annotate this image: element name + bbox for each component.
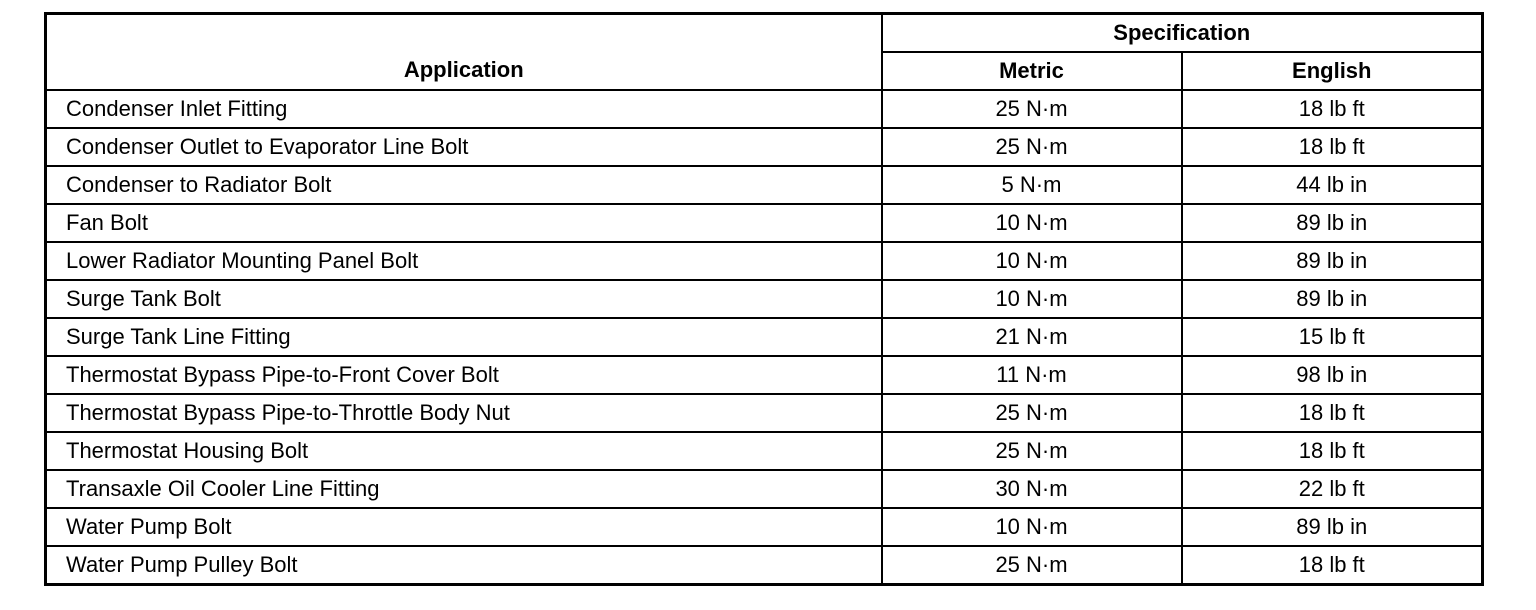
application-cell: Surge Tank Line Fitting <box>46 318 882 356</box>
metric-cell: 25 N·m <box>882 432 1182 470</box>
english-cell: 44 lb in <box>1182 166 1483 204</box>
english-cell: 18 lb ft <box>1182 546 1483 585</box>
english-cell: 89 lb in <box>1182 242 1483 280</box>
table-row <box>46 128 1483 166</box>
english-cell: 89 lb in <box>1182 204 1483 242</box>
metric-cell: 10 N·m <box>882 508 1182 546</box>
fastener-spec-table <box>44 12 1484 586</box>
table-row <box>46 508 1483 546</box>
english-cell: 15 lb ft <box>1182 318 1483 356</box>
metric-cell: 11 N·m <box>882 356 1182 394</box>
table-row <box>46 166 1483 204</box>
metric-cell: 25 N·m <box>882 90 1182 128</box>
table-row <box>46 242 1483 280</box>
english-cell: 22 lb ft <box>1182 470 1483 508</box>
table-row <box>46 394 1483 432</box>
metric-column-header: Metric <box>882 52 1182 90</box>
application-cell: Surge Tank Bolt <box>46 280 882 318</box>
table-row <box>46 204 1483 242</box>
english-cell: 18 lb ft <box>1182 394 1483 432</box>
table-row <box>46 432 1483 470</box>
metric-cell: 10 N·m <box>882 204 1182 242</box>
english-column-header: English <box>1182 52 1483 90</box>
application-cell: Transaxle Oil Cooler Line Fitting <box>46 470 882 508</box>
table-body <box>46 90 1483 585</box>
application-cell: Condenser Outlet to Evaporator Line Bolt <box>46 128 882 166</box>
application-cell: Lower Radiator Mounting Panel Bolt <box>46 242 882 280</box>
application-column-header: Application <box>46 14 882 91</box>
metric-cell: 25 N·m <box>882 394 1182 432</box>
metric-cell: 21 N·m <box>882 318 1182 356</box>
application-cell: Thermostat Housing Bolt <box>46 432 882 470</box>
english-cell: 18 lb ft <box>1182 432 1483 470</box>
application-cell: Condenser to Radiator Bolt <box>46 166 882 204</box>
metric-cell: 10 N·m <box>882 280 1182 318</box>
application-cell: Fan Bolt <box>46 204 882 242</box>
english-cell: 18 lb ft <box>1182 90 1483 128</box>
table-row <box>46 280 1483 318</box>
application-cell: Thermostat Bypass Pipe-to-Throttle Body Nut <box>46 394 882 432</box>
application-cell: Condenser Inlet Fitting <box>46 90 882 128</box>
metric-cell: 5 N·m <box>882 166 1182 204</box>
table-row <box>46 546 1483 585</box>
specification-column-header: Specification <box>882 14 1483 53</box>
application-cell: Water Pump Bolt <box>46 508 882 546</box>
english-cell: 89 lb in <box>1182 508 1483 546</box>
table-header <box>46 14 1483 91</box>
metric-cell: 25 N·m <box>882 128 1182 166</box>
application-cell: Thermostat Bypass Pipe-to-Front Cover Bolt <box>46 356 882 394</box>
table-row <box>46 90 1483 128</box>
english-cell: 98 lb in <box>1182 356 1483 394</box>
application-cell: Water Pump Pulley Bolt <box>46 546 882 585</box>
english-cell: 18 lb ft <box>1182 128 1483 166</box>
table-row <box>46 356 1483 394</box>
table-row <box>46 318 1483 356</box>
metric-cell: 25 N·m <box>882 546 1182 585</box>
table-row <box>46 470 1483 508</box>
metric-cell: 10 N·m <box>882 242 1182 280</box>
english-cell: 89 lb in <box>1182 280 1483 318</box>
header-row-top <box>46 14 1483 53</box>
metric-cell: 30 N·m <box>882 470 1182 508</box>
